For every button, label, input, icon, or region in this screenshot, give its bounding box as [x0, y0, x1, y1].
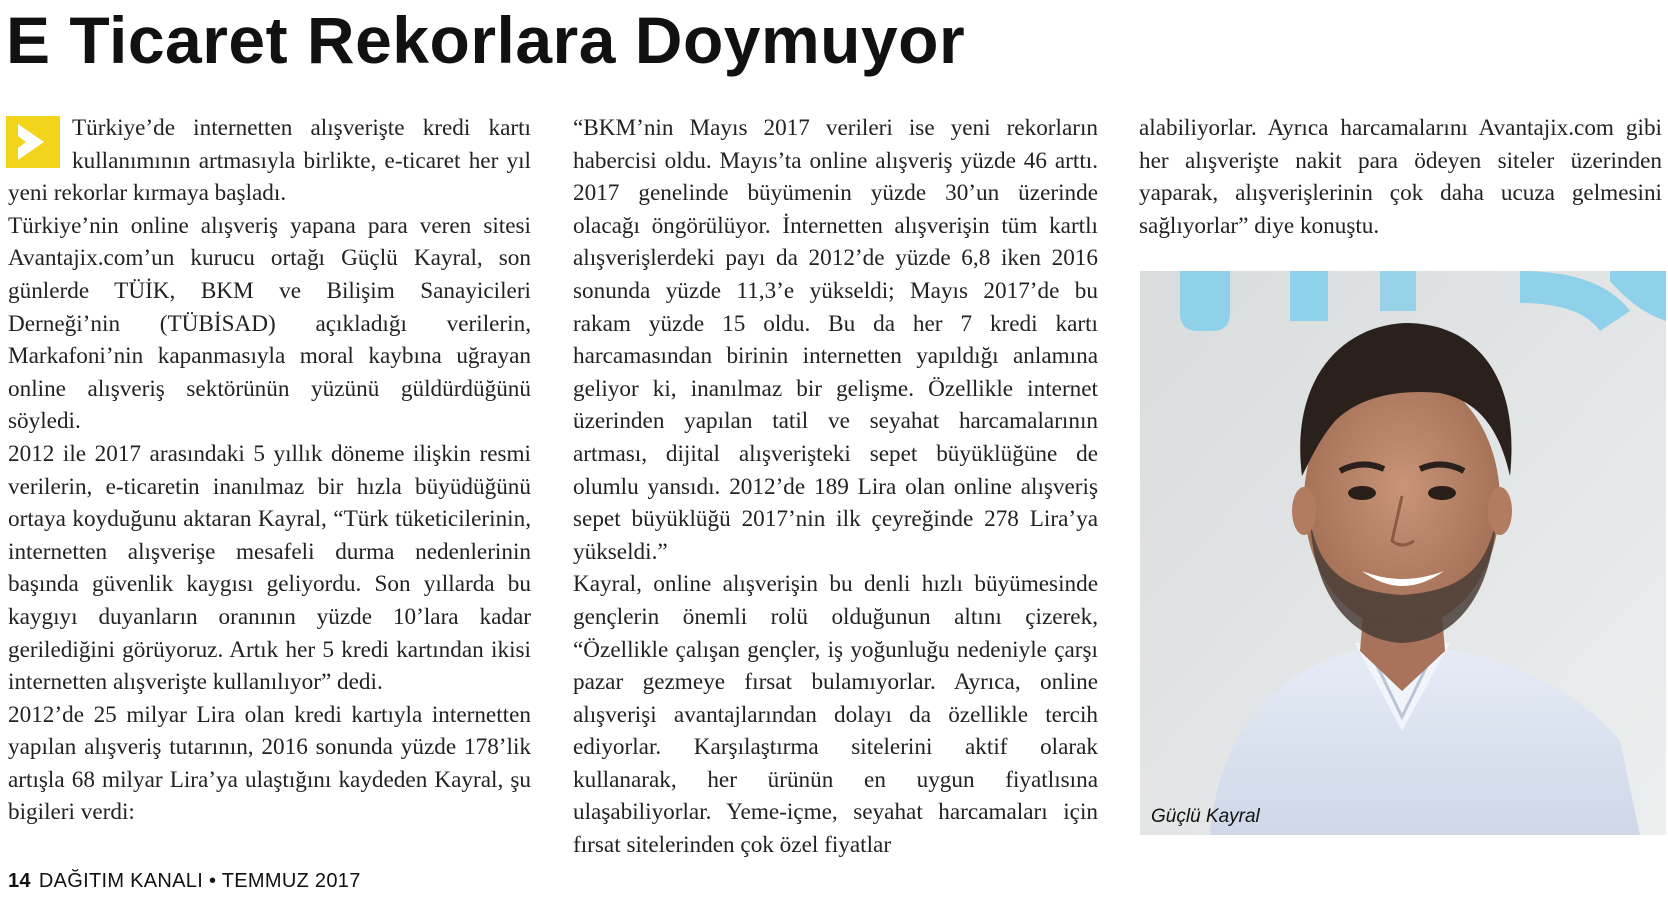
lead-arrow-icon — [6, 116, 64, 176]
paragraph: “BKM’nin Mayıs 2017 verileri ise yeni rekorların habercisi oldu. Mayıs’ta online alışveriş yüzde 46 arttı. 2017 genelinde büyümenin yüzde 30’un üzerinde olacağı öngörülüyor. İnternetten alışverişin tüm kartlı alışverişlerdeki payı da 2012’de yüzde 6,8 iken 2016 sonunda yüzde 11,3’e yükseldi; Mayıs 2017’de bu rakam yüzde 15 oldu. Bu da her 7 kredi kartı harcamasından birinin internetten yapıldığı anlamına geliyor ki, inanılmaz bir gelişme. Özellikle internet üzerinden yapılan tatil ve seyahat harcamalarının artması, dijital alışverişteki sepet büyüklüğüne de olumlu yansıdı. 2012’de 189 Lira olan online alışveriş sepet büyüklüğü 2017’nin ilk çeyreğinde 278 Lira’ya yükseldi.” — [573, 115, 1098, 565]
paragraph: alabiliyorlar. Ayrıca harcamalarını Avantajix.com gibi her alışverişte nakit para ödeyen siteler üzerinden yaparak, alışverişlerinin çok daha ucuza gelmesini sağlıyorlar” diye konuştu. — [1139, 115, 1662, 239]
paragraph: 2012’de 25 milyar Lira olan kredi kartıyla internetten yapılan alışveriş tutarının, 2016 sonunda yüzde 178’lik artışla 68 milyar Lira’ya ulaştığını kaydeden Kayral, şu bigileri verdi: — [8, 701, 531, 826]
article-column-3 — [1139, 112, 1662, 242]
paragraph: Türkiye’nin online alışveriş yapana para veren sitesi Avantajix.com’un kurucu ortağı Güçlü Kayral, son günlerde TÜİK, BKM ve Bilişim Sanayicileri Derneği’nin (TÜBİSAD) açıkladığı verilerin, Markafoni’nin kapanmasıyla moral kaybına uğrayan online alışveriş sektörünün yüzünü güldürdüğünü söyledi. — [8, 212, 531, 435]
paragraph: 2012 ile 2017 arasındaki 5 yıllık döneme ilişkin resmi verilerin, e-ticaretin inanılmaz bir hızla büyüdüğünü ortaya koyduğunu aktaran Kayral, “Türk tüketicilerinin, internetten alışverişe mesafeli durma nedenlerinin başında güvenlik kaygısı geliyordu. Son yıllarda bu kaygıyı duyanların oranının yüzde 10’lara kadar gerilediğini görüyoruz. Artık her 5 kredi kartından ikisi internetten alışverişte kullanılıyor” dedi. — [8, 440, 531, 696]
page-footer — [8, 870, 361, 893]
publication-info: DAĞITIM KANALI • TEMMUZ 2017 — [38, 870, 361, 892]
headline: E Ticaret Rekorlara Doymuyor — [6, 3, 966, 77]
lead-paragraph: Türkiye’de internetten alışverişte kredi kartı kullanımının artmasıyla birlikte, e-ticaret her yıl yeni rekorlar kırmaya başladı. — [8, 115, 531, 207]
page-number: 14 — [8, 870, 31, 892]
photo-caption: Güçlü Kayral — [1151, 806, 1260, 827]
paragraph: Kayral, online alışverişin bu denli hızlı büyümesinde gençlerin önemli rolü olduğunun altını çizerek, “Özellikle çalışan gençler, iş yoğunluğu nedeniyle çarşı pazar gezmeye fırsat bulamıyorlar. Ayrıca, online alışverişi avantajlarından dolayı da özellikle tercih ediyorlar. Karşılaştırma sitelerini aktif olarak kullanarak, her ürünün en uygun fiyatlısına ulaşabiliyorlar. Yeme-içme, seyahat harcamaları için fırsat sitelerinden çok özel fiyatlar — [573, 571, 1098, 859]
article-column-2 — [573, 112, 1098, 862]
article-column-1 — [8, 112, 531, 829]
portrait-photo — [1140, 271, 1666, 835]
